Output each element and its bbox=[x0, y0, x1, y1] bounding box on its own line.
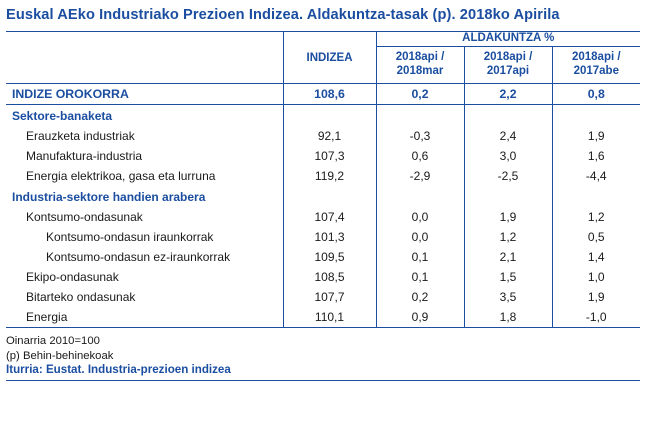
row-v2: 3,5 bbox=[464, 287, 552, 307]
row-v3: 1,4 bbox=[552, 247, 640, 267]
row-label: Kontsumo-ondasunak bbox=[26, 210, 143, 224]
row-v1: -0,3 bbox=[376, 126, 464, 146]
page-title: Euskal AEko Industriako Prezioen Indizea. Aldakuntza-tasak (p). 2018ko Apirila bbox=[6, 7, 560, 23]
row-label: Kontsumo-ondasun ez-iraunkorrak bbox=[46, 250, 231, 264]
row-v3: -1,0 bbox=[552, 307, 640, 328]
row-v2: 2,2 bbox=[464, 84, 552, 105]
row-indizea: 119,2 bbox=[283, 166, 376, 186]
row-label: INDIZE OROKORRA bbox=[12, 87, 129, 101]
row-label: Energia elektrikoa, gasa eta lurruna bbox=[26, 169, 216, 183]
row-v3: 1,9 bbox=[552, 126, 640, 146]
data-table bbox=[6, 31, 640, 328]
header-indizea: INDIZEA bbox=[283, 32, 376, 84]
row-indizea: 108,5 bbox=[283, 267, 376, 287]
row-indizea bbox=[283, 105, 376, 127]
row-v3: 1,2 bbox=[552, 207, 640, 227]
header-col-1 bbox=[376, 47, 464, 84]
row-v1 bbox=[376, 186, 464, 207]
row-label: Energia bbox=[26, 310, 68, 324]
row-v2: 1,5 bbox=[464, 267, 552, 287]
row-v2: 2,1 bbox=[464, 247, 552, 267]
row-indizea: 101,3 bbox=[283, 227, 376, 247]
row-v3 bbox=[552, 186, 640, 207]
row-indizea: 107,4 bbox=[283, 207, 376, 227]
row-v1: -2,9 bbox=[376, 166, 464, 186]
row-v2: 3,0 bbox=[464, 146, 552, 166]
row-v1: 0,6 bbox=[376, 146, 464, 166]
row-v2 bbox=[464, 186, 552, 207]
header-corner-blank bbox=[6, 32, 283, 84]
table-row bbox=[6, 247, 640, 267]
row-v1: 0,2 bbox=[376, 287, 464, 307]
footnotes bbox=[6, 334, 646, 378]
row-v1: 0,1 bbox=[376, 267, 464, 287]
table-row bbox=[6, 227, 640, 247]
row-v1: 0,9 bbox=[376, 307, 464, 328]
row-indizea bbox=[283, 186, 376, 207]
row-v3: 1,0 bbox=[552, 267, 640, 287]
row-v1: 0,0 bbox=[376, 207, 464, 227]
section-label: Industria-sektore handien arabera bbox=[12, 190, 206, 204]
table-row bbox=[6, 166, 640, 186]
row-indizea: 108,6 bbox=[283, 84, 376, 105]
row-label: Erauzketa industriak bbox=[26, 129, 135, 143]
row-v2: 1,8 bbox=[464, 307, 552, 328]
table-row bbox=[6, 287, 640, 307]
header-col-2-line2: 2017api bbox=[486, 65, 530, 77]
note-source: Iturria: Eustat. Industria-prezioen indizea bbox=[6, 363, 231, 376]
section-label: Sektore-banaketa bbox=[12, 109, 113, 123]
row-v1: 0,1 bbox=[376, 247, 464, 267]
table-row bbox=[6, 146, 640, 166]
row-v1: 0,0 bbox=[376, 227, 464, 247]
header-col-2-line1: 2018api / bbox=[483, 51, 533, 63]
row-indizea: 109,5 bbox=[283, 247, 376, 267]
row-v3 bbox=[552, 105, 640, 127]
header-col-2 bbox=[464, 47, 552, 84]
row-v3: -4,4 bbox=[552, 166, 640, 186]
header-aldakuntza: ALDAKUNTZA % bbox=[376, 32, 640, 47]
row-indizea: 107,3 bbox=[283, 146, 376, 166]
row-v3: 1,6 bbox=[552, 146, 640, 166]
table-header-row-1 bbox=[6, 32, 640, 47]
header-col-3-line2: 2017abe bbox=[573, 65, 619, 77]
row-indizea: 110,1 bbox=[283, 307, 376, 328]
row-v3: 0,8 bbox=[552, 84, 640, 105]
row-v2: 1,9 bbox=[464, 207, 552, 227]
row-v1: 0,2 bbox=[376, 84, 464, 105]
bottom-rule bbox=[6, 380, 640, 381]
table-row bbox=[6, 207, 640, 227]
row-v1 bbox=[376, 105, 464, 127]
row-v2: 2,4 bbox=[464, 126, 552, 146]
row-label: Manufaktura-industria bbox=[26, 149, 143, 163]
header-col-1-line1: 2018api / bbox=[395, 51, 445, 63]
header-col-1-line2: 2018mar bbox=[396, 65, 444, 77]
row-v2 bbox=[464, 105, 552, 127]
row-indizea: 107,7 bbox=[283, 287, 376, 307]
row-v2: 1,2 bbox=[464, 227, 552, 247]
table-section-row bbox=[6, 105, 640, 127]
row-label: Bitarteko ondasunak bbox=[26, 290, 136, 304]
header-col-3-line1: 2018api / bbox=[571, 51, 621, 63]
table-row bbox=[6, 267, 640, 287]
row-v3: 1,9 bbox=[552, 287, 640, 307]
row-v3: 0,5 bbox=[552, 227, 640, 247]
note-base: Oinarria 2010=100 bbox=[6, 335, 100, 347]
row-label: Ekipo-ondasunak bbox=[26, 270, 119, 284]
table-row bbox=[6, 126, 640, 146]
row-indizea: 92,1 bbox=[283, 126, 376, 146]
row-v2: -2,5 bbox=[464, 166, 552, 186]
header-col-3 bbox=[552, 47, 640, 84]
note-provisional: (p) Behin-behinekoak bbox=[6, 349, 114, 362]
row-label: Kontsumo-ondasun iraunkorrak bbox=[46, 230, 214, 244]
table-row bbox=[6, 307, 640, 328]
table-row bbox=[6, 84, 640, 105]
table-section-row bbox=[6, 186, 640, 207]
